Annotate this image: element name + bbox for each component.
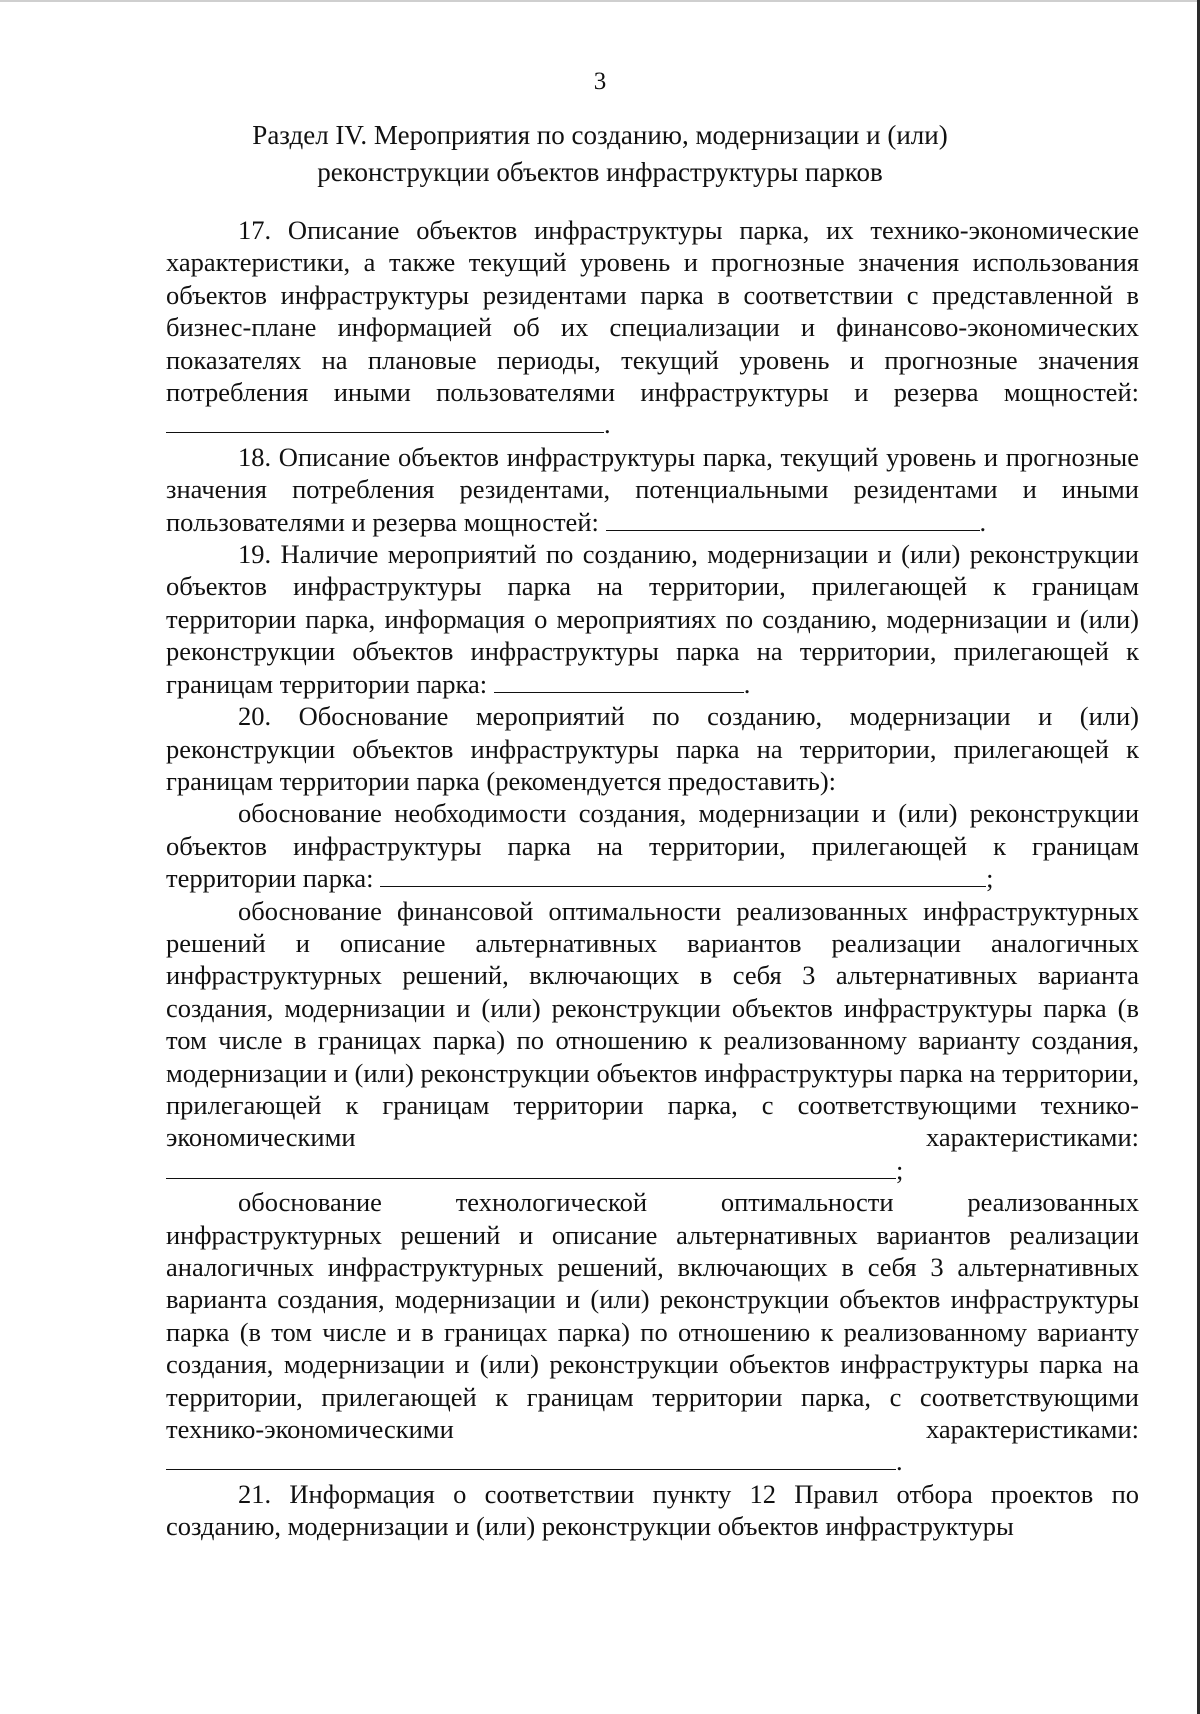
paragraph-20-technological-text: обоснование технологической оптимальности реализованных инфраструктурных решений и описание альтернативных вариантов реализации аналогичных инфраструктурных решений, включающих в себя 3 альтернативных варианта создания, модернизации и (или) реконструкции объектов инфраструктуры парка (в том числе и в границах парка) по отношению к реализованному варианту создания, модернизации и (или) реконструкции объектов инфраструктуры парка на территории, прилегающей к границам территории парка, с соответствующими технико-экономическими характеристиками: — [166, 1187, 1139, 1445]
section-title-line-2: реконструкции объектов инфраструктуры парков — [317, 157, 883, 187]
fill-in-line — [494, 670, 744, 693]
end-semicolon: ; — [986, 863, 994, 894]
paragraph-17-text: 17. Описание объектов инфраструктуры парка, их технико-экономические характеристики, а также текущий уровень и прогнозные значения использования объектов инфраструктуры резидентами парка в соответствии с представленной в бизнес-плане информацией об их специализации и финансово-экономических показателях на плановые периоды, текущий уровень и прогнозные значения потребления иными пользователями инфраструктуры и резерва мощностей: — [166, 215, 1139, 408]
paragraph-18-text: 18. Описание объектов инфраструктуры парка, текущий уровень и прогнозные значения потребления резидентами, потенциальными резидентами и иными пользователями и резерва мощностей: — [166, 441, 1139, 537]
end-dot: . — [743, 668, 751, 699]
end-dot: . — [896, 1446, 903, 1477]
fill-in-line — [166, 410, 604, 433]
section-title — [200, 117, 1000, 191]
paragraph-20-financial — [166, 895, 1139, 1187]
end-dot: . — [604, 409, 611, 440]
end-semicolon: ; — [896, 1154, 904, 1185]
paragraph-20-necessity-text: обоснование необходимости создания, модернизации и (или) реконструкции объектов инфраструктуры парка на территории, прилегающей к границам территории парка: — [166, 798, 1139, 894]
paragraph-20-financial-text: обоснование финансовой оптимальности реализованных инфраструктурных решений и описание альтернативных вариантов реализации аналогичных инфраструктурных решений, включающих в себя 3 альтернативных варианта создания, модернизации и (или) реконструкции объектов инфраструктуры парка (в том числе в границах парка) по отношению к реализованному варианту создания, модернизации и (или) реконструкции объектов инфраструктуры парка на территории, прилегающей к границам территории парка, с соответствующими технико-экономическими характеристиками: — [166, 895, 1139, 1153]
paragraph-20: 20. Обоснование мероприятий по созданию, модернизации и (или) реконструкции объектов инфраструктуры парка на территории, прилегающей к границам территории парка (рекомендуется предоставить): — [166, 701, 1139, 796]
paragraph-17 — [166, 214, 1139, 441]
section-title-line-1: Раздел IV. Мероприятия по созданию, модернизации и (или) — [252, 120, 948, 150]
page-number: 3 — [593, 68, 607, 95]
end-dot: . — [979, 506, 987, 537]
paragraph-20-technological — [166, 1186, 1139, 1478]
paragraph-19 — [166, 538, 1139, 700]
paragraph-18 — [166, 441, 1139, 538]
fill-in-line — [606, 508, 980, 531]
page-top-edge — [0, 0, 1200, 2]
fill-in-line — [166, 1156, 896, 1179]
document-body — [166, 214, 1139, 1543]
fill-in-line — [380, 864, 986, 887]
fill-in-line — [166, 1447, 896, 1470]
paragraph-21: 21. Информация о соответствии пункту 12 Правил отбора проектов по созданию, модернизации и (или) реконструкции объектов инфраструктуры — [166, 1478, 1139, 1542]
paragraph-20-necessity — [166, 797, 1139, 894]
paragraph-19-text: 19. Наличие мероприятий по созданию, модернизации и (или) реконструкции объектов инфраструктуры парка на территории, прилегающей к границам территории парка, информация о мероприятиях по созданию, модернизации и (или) реконструкции объектов инфраструктуры парка на территории, прилегающей к границам территории парка: — [166, 539, 1139, 699]
